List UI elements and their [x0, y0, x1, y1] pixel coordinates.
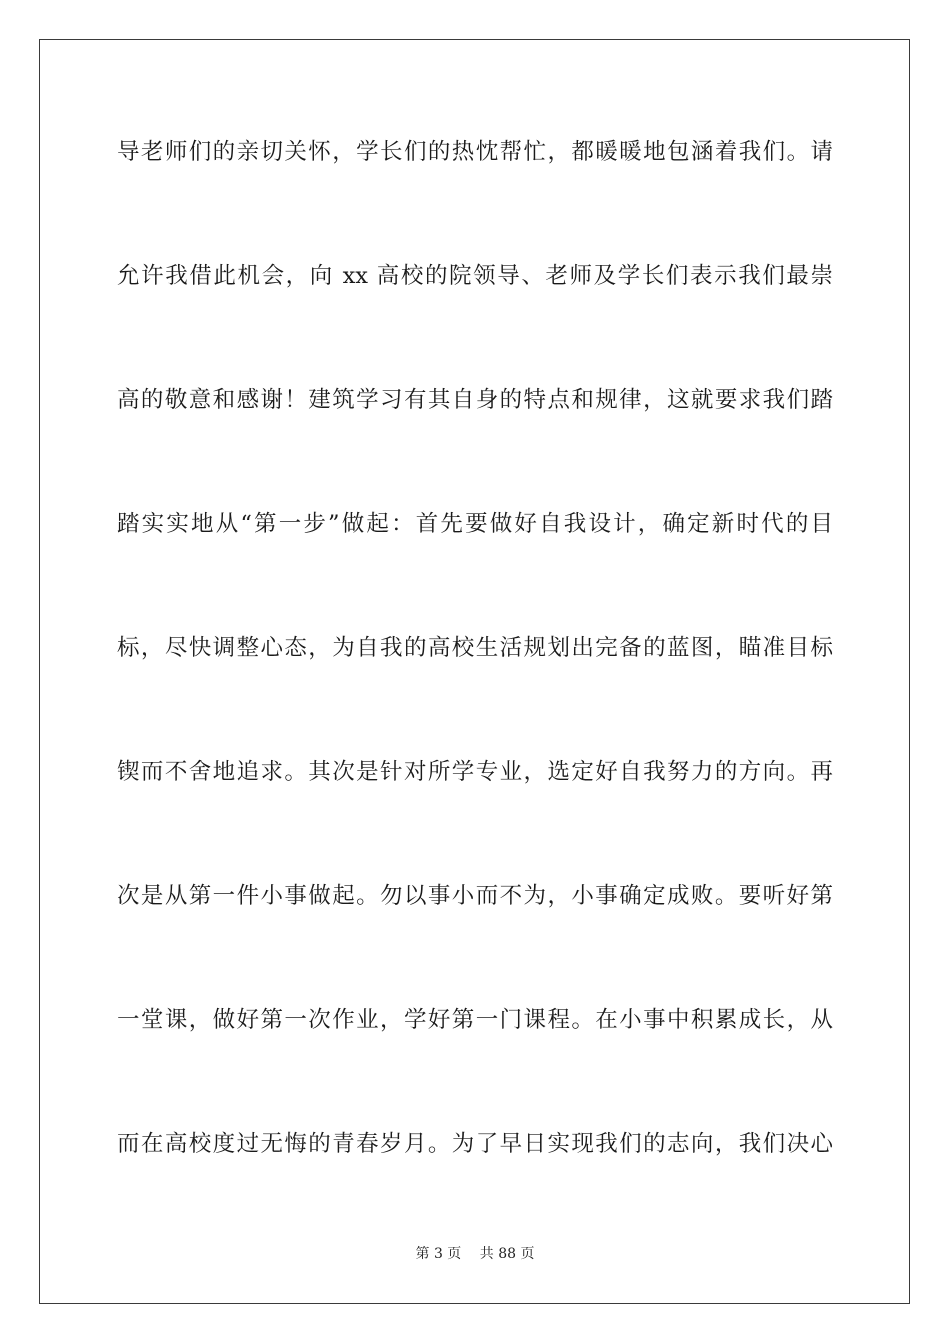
page-border [39, 39, 910, 1304]
text-line: 而在高校度过无悔的青春岁月。为了早日实现我们的志向，我们决心 [117, 1131, 833, 1157]
page-footer [0, 1245, 950, 1263]
text-line: 次是从第一件小事做起。勿以事小而不为，小事确定成败。要听好第 [117, 883, 833, 909]
text-line: 一堂课，做好第一次作业，学好第一门课程。在小事中积累成长，从 [117, 1007, 833, 1033]
text-line: 高的敬意和感谢！建筑学习有其自身的特点和规律，这就要求我们踏 [117, 387, 833, 413]
page-total: 共 88 页 [479, 1246, 535, 1262]
text-line: 导老师们的亲切关怀，学长们的热忱帮忙，都暖暖地包涵着我们。请 [117, 139, 833, 165]
text-line: 锲而不舍地追求。其次是针对所学专业，选定好自我努力的方向。再 [117, 759, 833, 785]
text-line: 踏实实地从“第一步”做起：首先要做好自我设计，确定新时代的目 [117, 511, 833, 537]
text-line: 允许我借此机会，向 xx 高校的院领导、老师及学长们表示我们最崇 [117, 263, 833, 289]
text-line: 标，尽快调整心态，为自我的高校生活规划出完备的蓝图，瞄准目标 [117, 635, 833, 661]
page-number: 第 3 页 [415, 1246, 462, 1262]
